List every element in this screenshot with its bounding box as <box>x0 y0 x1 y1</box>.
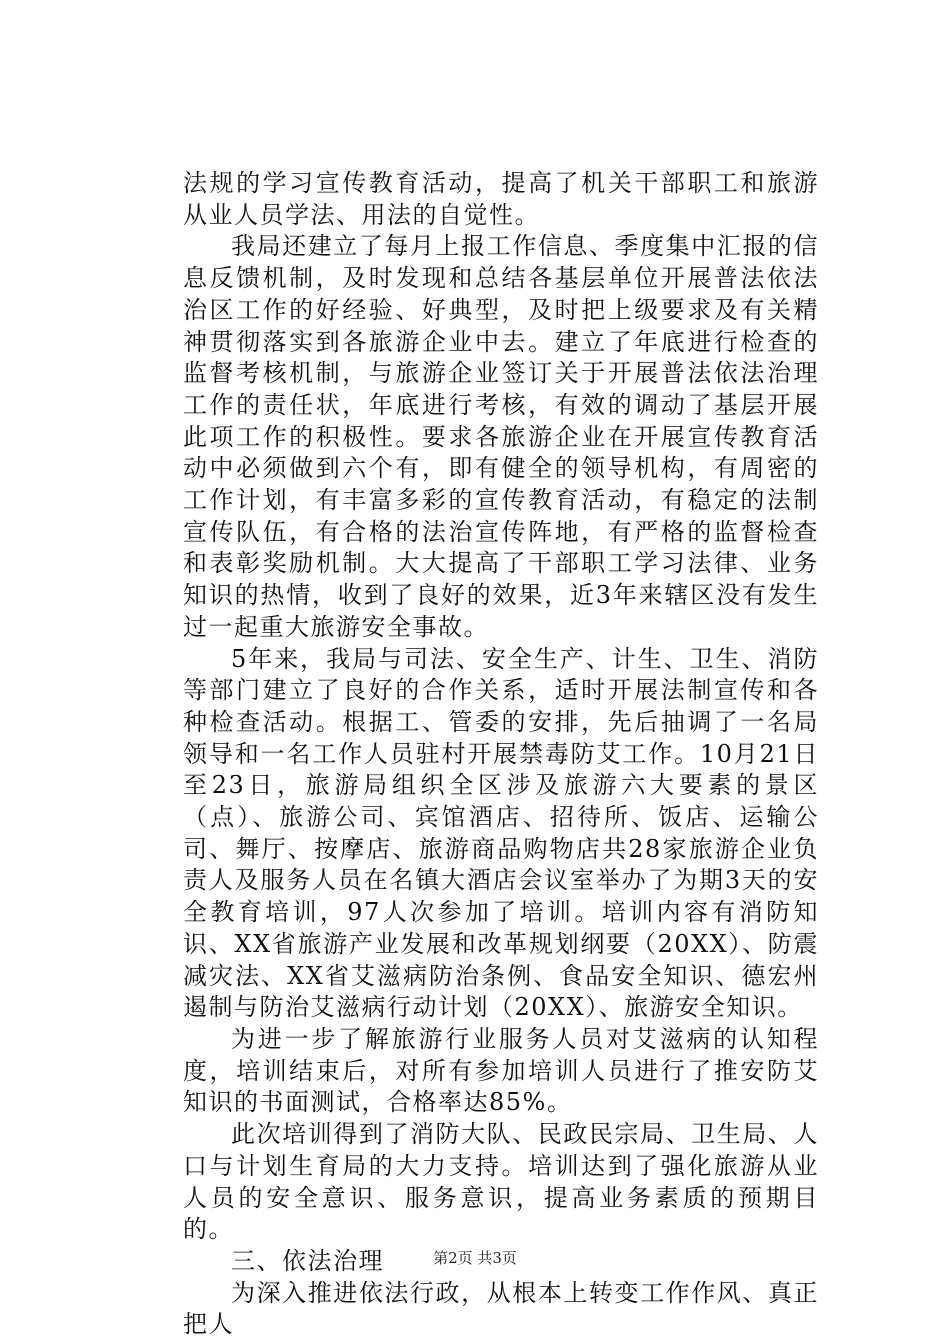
paragraph-5: 此次培训得到了消防大队、民政民宗局、卫生局、人口与计划生育局的大力支持。培训达到了强化旅游从业人员的安全意识、服务意识，提高业务素质的预期目的。 <box>183 1120 819 1244</box>
paragraph-4: 为进一步了解旅游行业服务人员对艾滋病的认知程度，培训结束后，对所有参加培训人员进行了推安防艾知识的书面测试，合格率达85%。 <box>183 1024 819 1117</box>
page-footer: 第2页 共3页 <box>433 1249 517 1267</box>
document-body <box>183 168 819 1341</box>
paragraph-3: 5年来，我局与司法、安全生产、计生、卫生、消防等部门建立了良好的合作关系，适时开展法制宣传和各种检查活动。根据工、管委的安排，先后抽调了一名局领导和一名工作人员驻村开展禁毒防艾工作。10月21日至23日，旅游局组织全区涉及旅游六大要素的景区（点）、旅游公司、宾馆酒店、招待所、饭店、运输公司、舞厅、按摩店、旅游商品购物店共28家旅游企业负责人及服务人员在名镇大酒店会议室举办了为期3天的安全教育培训，97人次参加了培训。培训内容有消防知识、XX省旅游产业发展和改革规划纲要（20XX）、防震减灾法、XX省艾滋病防治条例、食品安全知识、德宏州遏制与防治艾滋病行动计划（20XX）、旅游安全知识。 <box>183 644 819 1022</box>
section-heading: 三、依法治理 <box>231 1246 384 1275</box>
paragraph-7: 为深入推进依法行政，从根本上转变工作作风、真正把人 <box>183 1278 819 1339</box>
paragraph-1: 法规的学习宣传教育活动，提高了机关干部职工和旅游从业人员学法、用法的自觉性。 <box>183 169 819 229</box>
paragraph-2: 我局还建立了每月上报工作信息、季度集中汇报的信息反馈机制，及时发现和总结各基层单位开展普法依法治区工作的好经验、好典型，及时把上级要求及有关精神贯彻落实到各旅游企业中去。建立了年底进行检查的监督考核机制，与旅游企业签订关于开展普法依法治理工作的责任状，年底进行考核，有效的调动了基层开展此项工作的积极性。要求各旅游企业在开展宣传教育活动中必须做到六个有，即有健全的领导机构，有周密的工作计划，有丰富多彩的宣传教育活动，有稳定的法制宣传队伍，有合格的法治宣传阵地，有严格的监督检查和表彰奖励机制。大大提高了干部职工学习法律、业务知识的热情，收到了良好的效果，近3年来辖区没有发生过一起重大旅游安全事故。 <box>183 232 819 641</box>
